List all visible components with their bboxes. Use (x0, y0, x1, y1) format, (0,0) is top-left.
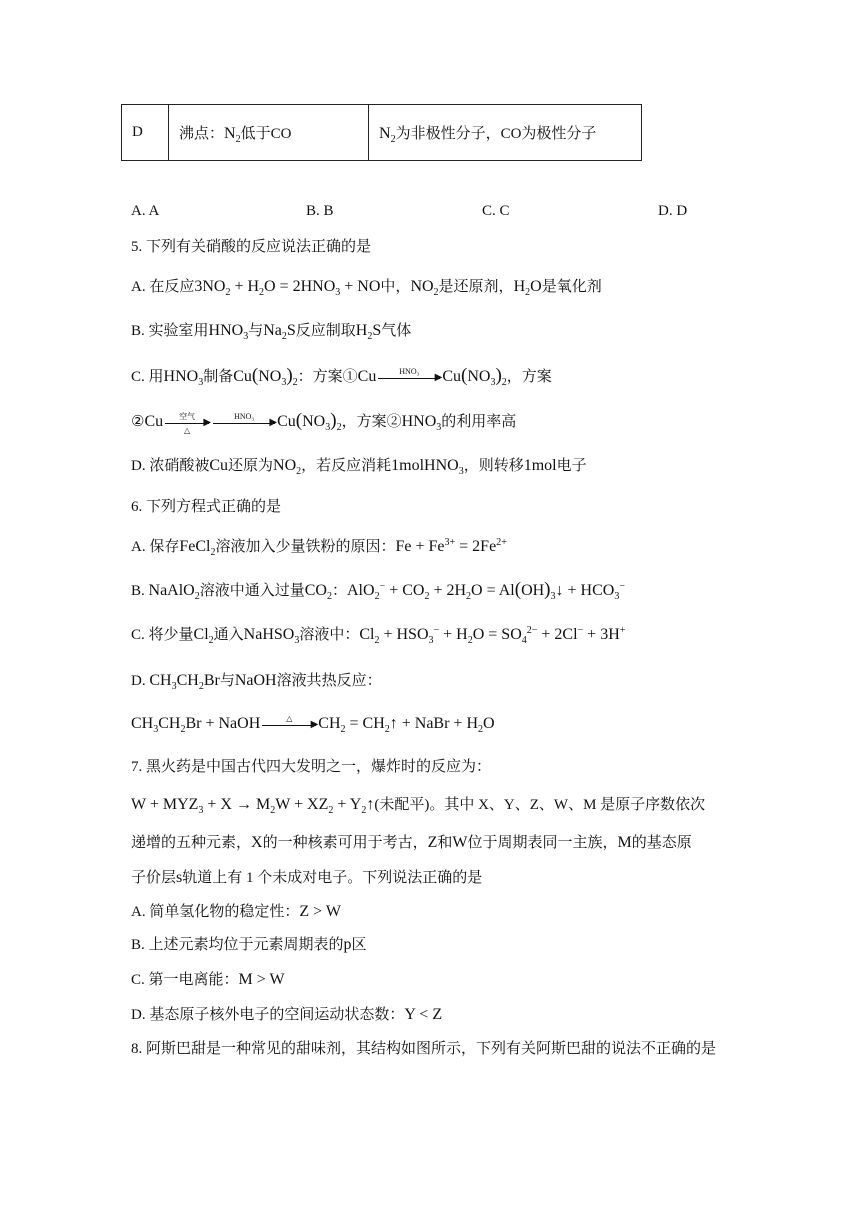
reaction-arrow (378, 366, 443, 383)
s: 2− (526, 625, 538, 636)
text: B. 上述元素均位于元素周期表的 (131, 937, 344, 953)
s: 2 (336, 422, 342, 433)
text: ： (331, 583, 347, 599)
paren: ) (330, 410, 337, 431)
answer-table (121, 104, 642, 161)
arrow-shaft (262, 725, 316, 726)
formula: X (251, 834, 263, 851)
t: CH (318, 715, 341, 732)
formula: NO (410, 278, 434, 295)
t: + HCO (563, 582, 615, 599)
s: 2+ (496, 537, 507, 548)
formula: Cu (442, 368, 461, 385)
formula: S (286, 322, 296, 339)
s: 2 (198, 681, 204, 692)
option-c: C. C (482, 203, 510, 219)
s: + (619, 625, 626, 636)
q5-option-d (131, 455, 587, 477)
s: 3 (153, 724, 159, 735)
s: 3 (428, 635, 434, 646)
formula: HNO (208, 322, 244, 339)
paren: ( (251, 365, 259, 386)
text: D. 浓硝酸被 (131, 458, 210, 474)
text: 气体 (381, 323, 412, 339)
paren: ) (544, 579, 551, 600)
s: 2 (281, 331, 287, 342)
formula: Br (203, 672, 220, 689)
s: 2 (210, 547, 216, 558)
text: C. 将少量 (131, 627, 194, 643)
s: 2 (328, 805, 334, 816)
formula: HNO (163, 368, 199, 385)
formula: HNO (401, 413, 437, 430)
t: 3NO (194, 278, 226, 295)
arrow-shaft (378, 378, 440, 379)
t: + H (230, 278, 260, 295)
formula: Cu (209, 457, 229, 474)
s: 3 (436, 422, 442, 433)
formula: NaOH (234, 672, 277, 689)
formula: Cl (193, 626, 209, 643)
s: 2 (525, 287, 531, 298)
arrow-label: HNO₃ (234, 411, 255, 421)
t: + 3H (583, 626, 620, 643)
s: 3 (294, 635, 300, 646)
s: 3 (614, 591, 620, 602)
text: 和 (437, 835, 453, 851)
arrow-head: ▶ (269, 416, 278, 428)
text: 子价层 (131, 870, 177, 886)
t: O (483, 715, 495, 732)
s: 2 (367, 331, 373, 342)
s: 2 (225, 287, 231, 298)
text: 溶液共热反应： (276, 673, 382, 689)
s: 3 (325, 422, 331, 433)
formula: NaHSO (243, 626, 295, 643)
s: 2 (374, 591, 380, 602)
formula: p (343, 936, 352, 953)
formula: CH (149, 672, 172, 689)
t: O = 2HNO (264, 278, 336, 295)
q7-option-b (131, 934, 367, 956)
t: CH (131, 715, 154, 732)
text: C. 第一电离能： (131, 972, 239, 988)
q5-option-c-cont (131, 411, 516, 433)
t: + X → M (203, 796, 271, 813)
s: 2 (296, 466, 302, 477)
text: 制备 (203, 369, 234, 385)
s: 2 (361, 805, 367, 816)
text: 反应制取 (295, 323, 356, 339)
question-5-stem: 5. 下列有关硝酸的反应说法正确的是 (131, 239, 372, 255)
q6-option-b (131, 580, 625, 602)
formula-sub: 2 (235, 134, 241, 145)
text: 的利用率高 (441, 414, 517, 430)
text: C. 用 (131, 369, 164, 385)
option-a: A. A (131, 203, 160, 219)
paren: ( (461, 365, 468, 386)
s: 3 (335, 287, 341, 298)
formula-n: N (224, 125, 236, 142)
text: ：方案① (297, 369, 358, 385)
t: + NaBr + H (397, 715, 479, 732)
text: 区 (351, 937, 367, 953)
s: 2 (374, 635, 380, 646)
question-7-stem: 7. 黑火药是中国古代四大发明之一，爆炸时的反应为： (131, 759, 492, 775)
question-8-stem: 8. 阿斯巴甜是一种常见的甜味剂，其结构如图所示，下列有关阿斯巴甜的说法不正确的是 (131, 1041, 717, 1057)
s: 2 (292, 377, 298, 388)
arrow-label: 空气 (179, 411, 196, 421)
text: B. (131, 583, 149, 599)
s: 2 (466, 591, 472, 602)
t: + 2Cl (537, 626, 578, 643)
text: B. 实验室用 (131, 323, 209, 339)
s: 3+ (444, 537, 456, 548)
text: D. 基态原子核外电子的空间运动状态数： (131, 1007, 405, 1023)
q7-option-d (131, 1004, 442, 1026)
text: 与 (248, 323, 264, 339)
q6-option-d (131, 670, 382, 692)
t: CH (158, 715, 181, 732)
t: Fe + Fe (395, 538, 445, 555)
t: W + XZ (275, 796, 329, 813)
s: − (577, 625, 584, 636)
t: O = Al (471, 582, 515, 599)
text: ，方案② (341, 414, 402, 430)
reaction-arrow (165, 411, 212, 435)
text: 递增的五种元素， (131, 835, 252, 851)
s: 4 (521, 635, 527, 646)
formula: S (372, 322, 382, 339)
s: 2 (270, 805, 276, 816)
text: 是氧化剂 (541, 279, 602, 295)
formula: M (617, 834, 632, 851)
text: ② (131, 414, 145, 430)
arrow-label: HNO₃ (399, 366, 420, 376)
s: − (379, 581, 386, 592)
formula: H (513, 278, 526, 295)
t: W + MYZ (131, 796, 199, 813)
s: 2 (433, 287, 439, 298)
q7-equation-line (131, 794, 705, 816)
arrow-head: ▶ (310, 718, 319, 730)
formula: H (355, 322, 368, 339)
q7-option-a (131, 901, 341, 923)
text: 与 (219, 673, 235, 689)
s: 3 (490, 377, 496, 388)
text: 是还原剂， (438, 279, 514, 295)
s: 2 (340, 724, 346, 735)
paren: ) (495, 365, 502, 386)
equation (395, 538, 506, 555)
formula: Z > W (299, 903, 341, 920)
text: 电子 (556, 458, 587, 474)
formula-n: N (379, 125, 391, 142)
t: + Y (333, 796, 362, 813)
equation (347, 579, 625, 602)
s: 3 (281, 377, 287, 388)
text: (未配平)。其中 X、Y、Z、W、M 是原子序数依次 (374, 797, 706, 813)
t: + HSO (379, 626, 429, 643)
formula: Cu (277, 413, 296, 430)
q5-option-c (131, 366, 552, 388)
s: 2 (501, 377, 507, 388)
text: 溶液加入少量铁粉的原因： (215, 539, 396, 555)
paren: ( (295, 410, 303, 431)
formula: M > W (238, 971, 285, 988)
s: − (619, 581, 625, 592)
q7-option-c (131, 969, 285, 991)
s: 3 (198, 377, 204, 388)
formula: Cu (357, 368, 377, 385)
q7-line-3 (131, 867, 482, 889)
formula: Cu (144, 413, 164, 430)
formula: Cu (233, 368, 252, 385)
s: 2 (467, 635, 473, 646)
table-cell-reason (369, 105, 642, 161)
down-arrow-icon: ↓ (555, 582, 564, 599)
s: 3 (198, 805, 204, 816)
t: = 2Fe (455, 538, 497, 555)
text: ，方案 (506, 369, 552, 385)
paren: ( (514, 579, 522, 600)
formula: NO (258, 368, 282, 385)
statement-prefix: 沸点： (179, 126, 225, 142)
t: Br + NaOH (185, 715, 261, 732)
s: 2 (384, 724, 390, 735)
formula: 1mol (523, 457, 557, 474)
reaction-arrow (213, 411, 278, 428)
formula: NO (302, 413, 326, 430)
t: + 2H (429, 582, 467, 599)
table-row (122, 105, 642, 161)
formula: 1molHNO (391, 457, 459, 474)
table-cell-statement (169, 105, 369, 161)
text: 还原为 (228, 458, 274, 474)
text: ，则转移 (463, 458, 524, 474)
q5-option-a (131, 276, 602, 298)
text: 的一种核素可用于考古， (262, 835, 428, 851)
q5-option-b (131, 320, 411, 342)
arrow-label: △ (286, 713, 293, 723)
formula: CH (176, 672, 199, 689)
question-6-stem: 6. 下列方程式正确的是 (131, 499, 282, 515)
t: + NO (340, 278, 381, 295)
t: Cl (359, 626, 375, 643)
s: 3 (458, 466, 464, 477)
q6-option-c (131, 624, 625, 646)
row-label: D (132, 124, 143, 140)
reaction-arrow (262, 713, 319, 730)
equation (359, 625, 626, 646)
text: 轨道上有 1 个未成对电子。下列说法正确的是 (182, 870, 483, 886)
text: D. (131, 673, 150, 689)
formula: FeCl (179, 538, 211, 555)
table-cell-label (122, 105, 169, 161)
arrow-head: ▶ (434, 371, 443, 383)
text: A. 简单氢化物的稳定性： (131, 904, 300, 920)
option-d: D. D (658, 203, 688, 219)
s: 3 (243, 331, 249, 342)
formula: O (530, 278, 542, 295)
formula: Y < Z (404, 1006, 443, 1023)
reason-text: 为非极性分子，CO为极性分子 (395, 126, 597, 142)
s: 3 (171, 681, 177, 692)
formula: NO (467, 368, 491, 385)
formula: Z (427, 834, 438, 851)
paren: ) (286, 365, 293, 386)
formula: CO (304, 582, 327, 599)
q6-option-a (131, 536, 507, 558)
text: ，若反应消耗 (301, 458, 392, 474)
q7-line-2 (131, 832, 692, 854)
formula: NaAlO (148, 582, 195, 599)
text: 的基态原 (631, 835, 692, 851)
s: 3 (550, 591, 556, 602)
option-b: B. B (306, 203, 334, 219)
s: 2 (180, 724, 186, 735)
t: + CO (385, 582, 425, 599)
statement-suffix: 低于CO (240, 126, 292, 142)
text: 溶液中： (299, 627, 360, 643)
arrow-head: ▶ (203, 416, 212, 428)
text: 位于周期表同一主族， (467, 835, 618, 851)
arrow-label-below: △ (184, 425, 191, 435)
t: O = SO (472, 626, 522, 643)
t: = CH (345, 715, 385, 732)
text: 溶液中通入过量 (199, 583, 305, 599)
arrow-shaft (213, 423, 275, 424)
text: 通入 (213, 627, 244, 643)
t: AlO (347, 582, 375, 599)
formula-sub: 2 (390, 134, 396, 145)
s: − (433, 625, 440, 636)
s: 2 (424, 591, 430, 602)
s: 2 (194, 591, 200, 602)
up-arrow-icon: ↑ (366, 796, 375, 813)
formula: s (176, 869, 183, 886)
t: + H (439, 626, 468, 643)
s: 2 (326, 591, 332, 602)
equation (194, 278, 381, 298)
s: 2 (478, 724, 484, 735)
t: OH (521, 582, 545, 599)
q6-option-d-equation (131, 713, 495, 735)
up-arrow-icon: ↑ (389, 715, 398, 732)
formula: W (452, 834, 468, 851)
text: A. 在反应 (131, 279, 195, 295)
s: 2 (208, 635, 214, 646)
text: 中， (380, 279, 411, 295)
formula: Na (263, 322, 282, 339)
text: A. 保存 (131, 539, 180, 555)
formula: NO (273, 457, 297, 474)
s: 2 (259, 287, 265, 298)
